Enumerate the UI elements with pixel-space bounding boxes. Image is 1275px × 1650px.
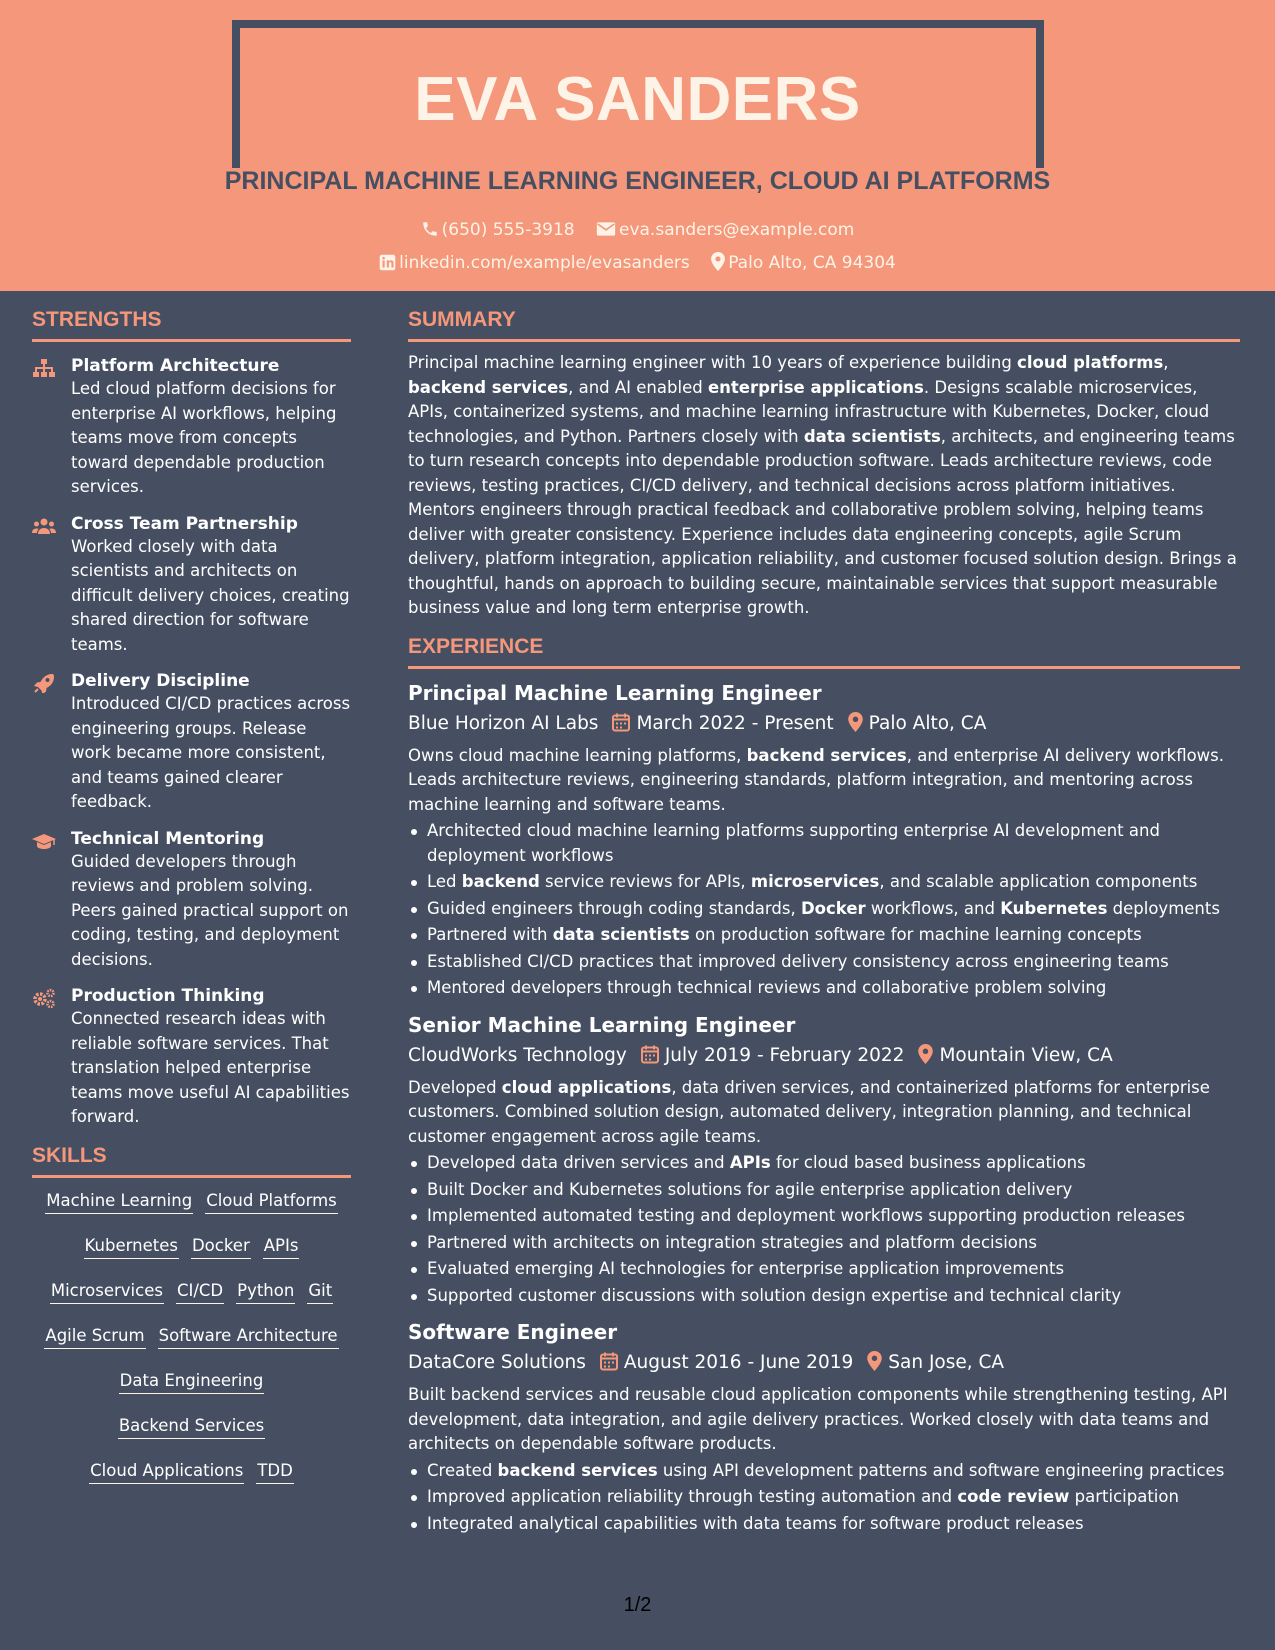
job-location: Mountain View, CA	[939, 1044, 1113, 1066]
bullet-item	[408, 870, 1240, 895]
job-location: San Jose, CA	[888, 1352, 1005, 1373]
company-name: CloudWorks Technology	[408, 1044, 627, 1066]
strength-name: Delivery Discipline	[71, 671, 250, 691]
phone-item	[421, 220, 575, 240]
bold-text: APIs	[729, 1153, 771, 1172]
email-link[interactable]: eva.sanders@example.com	[619, 220, 855, 240]
skills-list	[32, 1191, 351, 1506]
experience-heading: EXPERIENCE	[408, 634, 544, 658]
job-location: Palo Alto, CA	[868, 712, 987, 734]
bold-text: Docker	[800, 898, 866, 918]
skill-tag: Data Engineering	[119, 1371, 265, 1394]
job-meta	[408, 1350, 1240, 1376]
users-icon	[32, 516, 56, 536]
job-title: Principal Machine Learning Engineer	[408, 680, 822, 705]
summary-paragraph	[408, 351, 1240, 621]
skill-row	[32, 1326, 351, 1371]
job-title: Senior Machine Learning Engineer	[408, 1012, 796, 1037]
text-run: Developed data driven services and	[427, 1153, 730, 1172]
strength-item	[32, 828, 351, 973]
bullet-item	[408, 923, 1240, 948]
skill-tag: Kubernetes	[84, 1236, 179, 1259]
job-title-headline: PRINCIPAL MACHINE LEARNING ENGINEER, CLOUD AI PLATFORMS	[224, 167, 1051, 195]
text-run: Built backend services and reusable cloud application components while strengthening testing, API development, data integration, and agile delivery practices. Worked closely with data teams and architects on dependable software products.	[408, 1385, 1228, 1453]
bold-text: enterprise applications	[707, 377, 924, 397]
text-run: Led	[427, 872, 462, 891]
strength-description: Connected research ideas with reliable software services. That translation helped enterprise teams move useful AI capabilities forward.	[71, 1009, 350, 1126]
strength-description: Introduced CI/CD practices across engineering groups. Release work became more consistent, and teams gained clearer feedback.	[71, 694, 351, 811]
job-entry	[408, 1011, 1240, 1309]
text-run: for cloud based business applications	[770, 1153, 1086, 1172]
linkedin-link[interactable]: linkedin.com/example/evasanders	[399, 253, 690, 273]
bullet-item	[408, 1151, 1240, 1176]
bullet-item	[408, 1512, 1240, 1537]
bold-text: cloud applications	[501, 1077, 672, 1097]
text-run: on production software for machine learning concepts	[689, 925, 1142, 944]
bullet-item	[408, 1485, 1240, 1510]
strength-item	[32, 355, 351, 500]
text-run: , and scalable application components	[879, 872, 1198, 891]
bullet-item	[408, 976, 1240, 1001]
skill-tag: Agile Scrum	[44, 1326, 145, 1349]
strength-name: Cross Team Partnership	[71, 513, 298, 534]
text-run: deployments	[1107, 898, 1220, 918]
job-dates: March 2022 - Present	[636, 712, 834, 734]
text-run: Mentored developers through technical reviews and collaborative problem solving	[427, 978, 1107, 997]
text-run: , and AI enabled	[568, 377, 708, 397]
strength-item	[32, 670, 351, 815]
text-run: , and enterprise AI delivery workflows. Leads architecture reviews, engineering standards, platform integration, and mentoring across machine learning and software teams.	[408, 745, 1225, 814]
skill-tag: Python	[236, 1281, 295, 1304]
job-dates: July 2019 - February 2022	[664, 1044, 905, 1066]
bold-text: microservices	[750, 872, 880, 891]
skill-tag: Software Architecture	[158, 1326, 339, 1349]
skill-tag: Cloud Platforms	[205, 1191, 338, 1214]
contact-row-2	[0, 252, 1275, 273]
text-run: Owns cloud machine learning platforms,	[408, 745, 747, 765]
text-run: workflows, and	[865, 898, 1001, 918]
skill-tag: Git	[307, 1281, 333, 1304]
bold-text: backend services	[497, 1460, 658, 1480]
cogs-icon	[32, 988, 56, 1008]
location-text: Palo Alto, CA 94304	[728, 253, 896, 273]
text-run: Developed	[408, 1077, 502, 1097]
text-run: using API development patterns and software engineering practices	[657, 1460, 1225, 1480]
map-marker-icon	[848, 712, 863, 732]
strength-item	[32, 985, 351, 1130]
left-column	[32, 306, 351, 1506]
summary-heading: SUMMARY	[408, 308, 516, 331]
strength-description: Worked closely with data scientists and architects on difficult delivery choices, creating shared direction for software teams.	[71, 536, 350, 654]
header-band	[0, 0, 1275, 291]
map-marker-icon	[867, 1351, 882, 1371]
bold-text: backend services	[746, 745, 907, 765]
right-column	[408, 306, 1240, 1536]
skill-tag: APIs	[263, 1236, 300, 1259]
job-dates: August 2016 - June 2019	[623, 1352, 854, 1373]
bold-text: data scientists	[803, 426, 941, 446]
text-run: Guided engineers through coding standards,	[427, 898, 801, 918]
skill-row	[32, 1236, 351, 1281]
experience-list	[408, 679, 1240, 1537]
envelope-icon	[596, 220, 616, 238]
graduation-cap-icon	[32, 831, 56, 851]
text-run: , architects, and engineering teams to turn research concepts into dependable production software. Leads architecture reviews, code reviews, testing practices, CI/CD delivery, and technical decisions across platform initiatives. Mentors engineers through practical feedback and collaborative problem solving, helping teams deliver with greater consistency. Experience includes data engineering concepts, agile Scrum delivery, platform integration, application reliability, and customer focused solution design. Brings a thoughtful, hands on approach to building secure, maintainable services that support measurable business value and long term enterprise growth.	[408, 426, 1237, 617]
bullet-item	[408, 1459, 1240, 1484]
text-run: Partnered with	[427, 925, 553, 944]
text-run: Architected cloud machine learning platforms supporting enterprise AI development and deployment workflows	[427, 821, 1160, 865]
job-title: Software Engineer	[408, 1320, 618, 1344]
bullet-item	[408, 1284, 1240, 1309]
text-run: participation	[1069, 1487, 1179, 1506]
linkedin-item[interactable]	[379, 253, 690, 273]
contact-row-1	[0, 220, 1275, 240]
strengths-list	[32, 355, 351, 1130]
job-description	[408, 1383, 1240, 1457]
bold-text: backend	[461, 872, 540, 891]
text-run: service reviews for APIs,	[539, 872, 751, 891]
skill-tag: Docker	[191, 1236, 251, 1259]
bullet-item	[408, 819, 1240, 868]
job-description	[408, 1076, 1240, 1150]
strengths-heading: STRENGTHS	[32, 308, 162, 331]
skill-tag: TDD	[256, 1461, 294, 1484]
bold-text: code review	[957, 1487, 1070, 1506]
strength-item	[32, 513, 351, 658]
strength-name: Technical Mentoring	[71, 828, 265, 849]
job-meta	[408, 711, 1240, 737]
job-bullets	[408, 1151, 1240, 1308]
strength-name: Production Thinking	[71, 986, 265, 1006]
map-marker-icon	[918, 1044, 933, 1064]
linkedin-icon	[379, 254, 396, 271]
job-entry	[408, 679, 1240, 1001]
skill-row	[32, 1281, 351, 1326]
skill-tag: CI/CD	[176, 1281, 224, 1304]
phone-text: (650) 555-3918	[441, 220, 575, 240]
bullet-item	[408, 1257, 1240, 1282]
skill-row	[32, 1371, 351, 1416]
text-run: Implemented automated testing and deployment workflows supporting production releases	[427, 1206, 1185, 1225]
bullet-item	[408, 1231, 1240, 1256]
bullet-item	[408, 1204, 1240, 1229]
bold-text: data scientists	[552, 925, 690, 944]
skill-tag: Cloud Applications	[89, 1461, 244, 1484]
section-divider	[32, 339, 351, 342]
section-divider	[32, 1175, 351, 1178]
skill-tag: Backend Services	[118, 1416, 265, 1439]
calendar-icon	[600, 1351, 618, 1371]
bullet-item	[408, 1178, 1240, 1203]
text-run: Supported customer discussions with solution design expertise and technical clarity	[427, 1285, 1122, 1305]
rocket-icon	[32, 673, 56, 693]
text-run: Established CI/CD practices that improved delivery consistency across engineering teams	[427, 951, 1169, 971]
text-run: , data driven services, and containerized platforms for enterprise customers. Combined solution design, automated delivery, integration planning, and technical customer engagement across agile teams.	[408, 1077, 1210, 1146]
skill-row	[32, 1416, 351, 1461]
map-marker-icon	[711, 252, 725, 271]
job-description	[408, 744, 1240, 818]
section-divider	[408, 666, 1240, 669]
location-item	[711, 252, 896, 273]
calendar-icon	[641, 1044, 659, 1064]
strength-description: Guided developers through reviews and problem solving. Peers gained practical support on coding, testing, and deployment decisions.	[71, 851, 349, 969]
text-run: Principal machine learning engineer with 10 years of experience building	[408, 353, 1018, 372]
text-run: ,	[1163, 353, 1169, 372]
job-entry	[408, 1318, 1240, 1536]
calendar-icon	[612, 712, 630, 732]
bold-text: Kubernetes	[1000, 898, 1108, 918]
page-number: 1/2	[623, 1594, 652, 1616]
text-run: Built Docker and Kubernetes solutions for agile enterprise application delivery	[427, 1179, 1073, 1199]
company-name: Blue Horizon AI Labs	[408, 712, 599, 734]
skill-row	[32, 1191, 351, 1236]
sitemap-icon	[32, 358, 56, 378]
text-run: Partnered with architects on integration strategies and platform decisions	[427, 1232, 1037, 1252]
skill-tag: Microservices	[50, 1281, 164, 1304]
strength-name: Platform Architecture	[71, 356, 280, 376]
text-run: Evaluated emerging AI technologies for enterprise application improvements	[427, 1259, 1065, 1278]
text-run: Integrated analytical capabilities with data teams for software product releases	[427, 1513, 1084, 1533]
bullet-item	[408, 897, 1240, 922]
skill-row	[32, 1461, 351, 1506]
job-bullets	[408, 819, 1240, 1001]
company-name: DataCore Solutions	[408, 1352, 586, 1373]
skill-tag: Machine Learning	[45, 1191, 193, 1214]
text-run: Improved application reliability through testing automation and	[427, 1487, 958, 1506]
bold-text: cloud platforms	[1017, 353, 1164, 372]
phone-icon	[421, 220, 439, 238]
text-run: Created	[427, 1460, 498, 1480]
job-bullets	[408, 1459, 1240, 1537]
job-meta	[408, 1043, 1240, 1069]
section-divider	[408, 339, 1240, 342]
text-run: . Designs scalable microservices, APIs, containerized systems, and machine learning infrastructure with Kubernetes, Docker, cloud technologies, and Python. Partners closely with	[408, 377, 1210, 446]
strength-description: Led cloud platform decisions for enterprise AI workflows, helping teams move from concepts toward dependable production services.	[71, 379, 337, 496]
email-item[interactable]	[596, 220, 854, 240]
bullet-item	[408, 950, 1240, 975]
bold-text: backend services	[408, 377, 569, 397]
candidate-name: EVA SANDERS	[414, 65, 861, 134]
skills-heading: SKILLS	[32, 1143, 107, 1167]
